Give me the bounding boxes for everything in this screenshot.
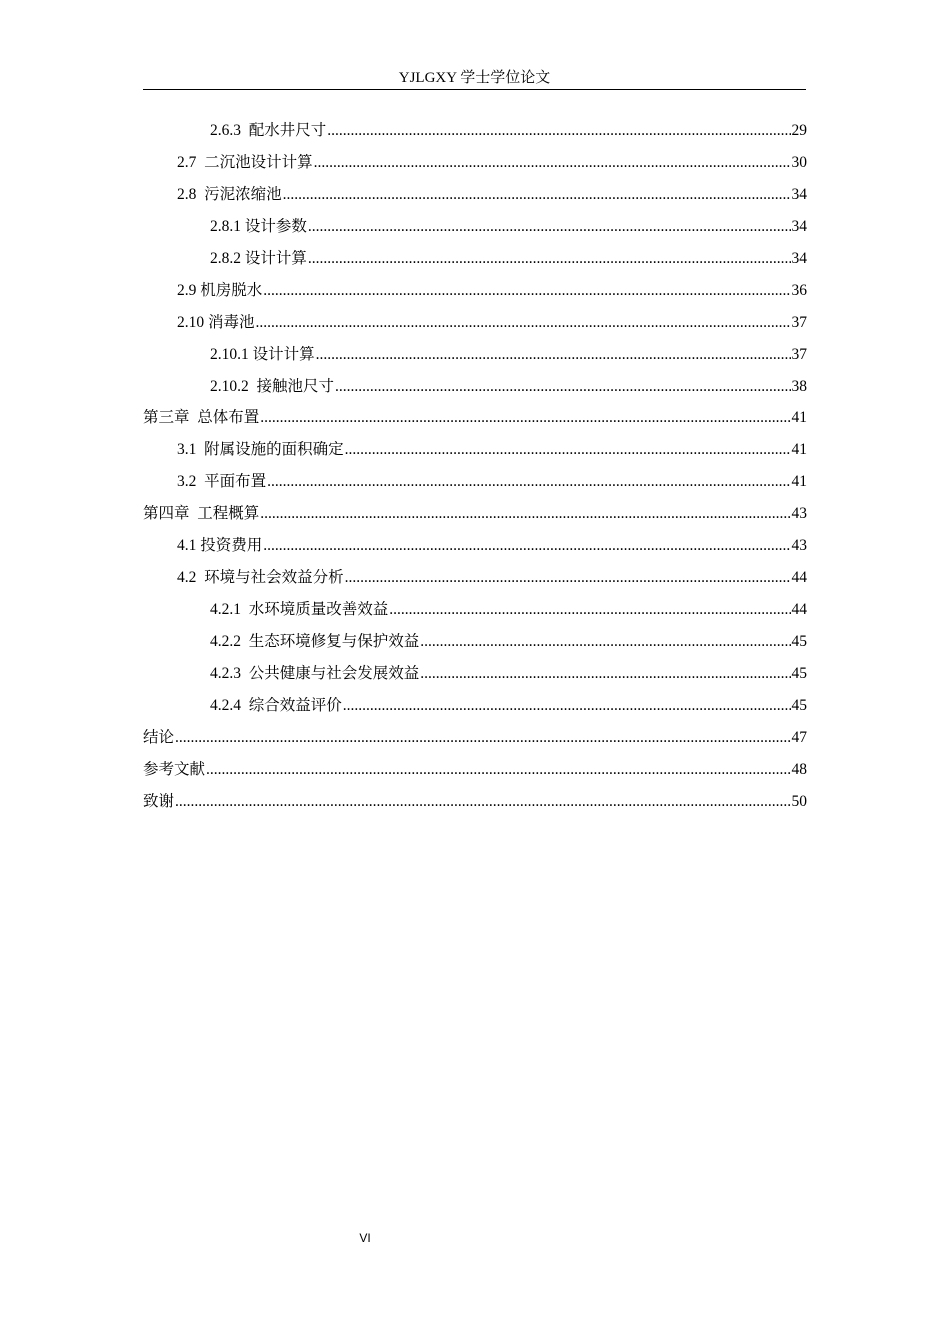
toc-entry-title: 第三章 总体布置 bbox=[143, 409, 260, 427]
toc-entry-title: 2.10.1 设计计算 bbox=[210, 345, 315, 363]
toc-entry[interactable] bbox=[143, 342, 807, 374]
toc-dot-leader bbox=[420, 661, 790, 687]
toc-entry-page-number: 43 bbox=[791, 505, 807, 523]
toc-entry-title: 3.1 附属设施的面积确定 bbox=[177, 441, 344, 459]
toc-entry-page-number: 41 bbox=[791, 441, 807, 459]
toc-entry-title: 2.10 消毒池 bbox=[177, 313, 255, 331]
toc-dot-leader bbox=[263, 533, 790, 559]
toc-entry-title: 结论 bbox=[143, 728, 175, 746]
toc-entry-page-number: 34 bbox=[791, 249, 807, 267]
toc-entry-page-number: 43 bbox=[791, 537, 807, 555]
toc-entry[interactable] bbox=[143, 757, 807, 789]
toc-entry-page-number: 45 bbox=[791, 633, 807, 650]
toc-dot-leader bbox=[420, 629, 790, 655]
toc-entry[interactable] bbox=[143, 118, 807, 150]
toc-entry-page-number: 47 bbox=[791, 728, 807, 746]
toc-entry-page-number: 44 bbox=[791, 601, 807, 619]
toc-entry-title: 3.2 平面布置 bbox=[177, 473, 267, 491]
toc-entry-title: 4.2 环境与社会效益分析 bbox=[177, 569, 344, 587]
toc-entry-title: 2.7 二沉池设计计算 bbox=[177, 153, 313, 171]
toc-entry[interactable] bbox=[143, 214, 807, 246]
toc-dot-leader bbox=[389, 597, 790, 623]
toc-entry-page-number: 34 bbox=[791, 217, 807, 235]
toc-dot-leader bbox=[175, 725, 790, 751]
toc-entry[interactable] bbox=[143, 597, 807, 629]
toc-dot-leader bbox=[345, 437, 791, 463]
toc-dot-leader bbox=[314, 150, 791, 176]
toc-dot-leader bbox=[335, 374, 790, 400]
toc-entry[interactable] bbox=[143, 246, 807, 278]
toc-entry-page-number: 41 bbox=[791, 473, 807, 491]
toc-entry[interactable] bbox=[143, 661, 807, 693]
toc-entry-page-number: 37 bbox=[791, 313, 807, 331]
toc-entry-page-number: 45 bbox=[791, 664, 807, 682]
toc-entry-page-number: 38 bbox=[791, 377, 807, 395]
toc-entry-page-number: 50 bbox=[791, 792, 807, 810]
toc-dot-leader bbox=[260, 405, 790, 431]
toc-dot-leader bbox=[283, 182, 791, 208]
toc-entry-title: 2.9 机房脱水 bbox=[177, 281, 263, 299]
table-of-contents bbox=[143, 118, 807, 821]
toc-entry-title: 4.2.2 生态环境修复与保护效益 bbox=[210, 633, 420, 650]
toc-entry-page-number: 37 bbox=[791, 345, 807, 363]
toc-entry-title: 4.2.1 水环境质量改善效益 bbox=[210, 601, 389, 619]
toc-dot-leader bbox=[256, 310, 791, 336]
page-header-title: YJLGXY 学士学位论文 bbox=[398, 70, 551, 86]
toc-entry-page-number: 44 bbox=[791, 569, 807, 587]
toc-entry[interactable] bbox=[143, 629, 807, 661]
toc-entry[interactable] bbox=[143, 182, 807, 214]
toc-entry-title: 2.8.1 设计参数 bbox=[210, 217, 307, 235]
toc-entry[interactable] bbox=[143, 437, 807, 469]
toc-dot-leader bbox=[327, 118, 790, 144]
toc-entry-title: 4.1 投资费用 bbox=[177, 537, 263, 555]
toc-dot-leader bbox=[316, 342, 791, 368]
toc-entry-title: 参考文献 bbox=[143, 760, 206, 778]
toc-entry[interactable] bbox=[143, 310, 807, 342]
toc-entry-title: 4.2.3 公共健康与社会发展效益 bbox=[210, 664, 420, 682]
header-divider bbox=[143, 89, 806, 90]
page-number: VI bbox=[359, 1231, 371, 1245]
toc-entry[interactable] bbox=[143, 405, 807, 437]
toc-entry-title: 2.6.3 配水井尺寸 bbox=[210, 122, 327, 139]
toc-entry[interactable] bbox=[143, 374, 807, 406]
toc-entry-title: 4.2.4 综合效益评价 bbox=[210, 696, 342, 714]
toc-entry[interactable] bbox=[143, 150, 807, 182]
toc-dot-leader bbox=[175, 789, 790, 815]
toc-entry-page-number: 30 bbox=[791, 153, 807, 171]
toc-dot-leader bbox=[308, 214, 791, 240]
toc-entry-page-number: 29 bbox=[791, 122, 807, 139]
toc-entry-title: 2.10.2 接触池尺寸 bbox=[210, 377, 335, 395]
toc-entry-page-number: 45 bbox=[791, 696, 807, 714]
toc-dot-leader bbox=[343, 693, 791, 719]
toc-entry-title: 第四章 工程概算 bbox=[143, 505, 260, 523]
toc-entry[interactable] bbox=[143, 469, 807, 501]
toc-entry[interactable] bbox=[143, 789, 807, 821]
toc-dot-leader bbox=[263, 278, 790, 304]
toc-entry-title: 2.8.2 设计计算 bbox=[210, 249, 307, 267]
toc-dot-leader bbox=[308, 246, 791, 272]
toc-entry[interactable] bbox=[143, 278, 807, 310]
toc-entry-page-number: 41 bbox=[791, 409, 807, 427]
toc-entry[interactable] bbox=[143, 725, 807, 757]
toc-entry-title: 2.8 污泥浓缩池 bbox=[177, 185, 282, 203]
toc-entry-page-number: 48 bbox=[791, 760, 807, 778]
toc-entry-title: 致谢 bbox=[143, 792, 175, 810]
toc-entry-page-number: 34 bbox=[791, 185, 807, 203]
toc-entry[interactable] bbox=[143, 693, 807, 725]
toc-dot-leader bbox=[345, 565, 791, 591]
toc-entry[interactable] bbox=[143, 533, 807, 565]
toc-entry[interactable] bbox=[143, 501, 807, 533]
toc-entry[interactable] bbox=[143, 565, 807, 597]
toc-dot-leader bbox=[260, 501, 790, 527]
toc-dot-leader bbox=[267, 469, 790, 495]
toc-dot-leader bbox=[206, 757, 790, 783]
toc-entry-page-number: 36 bbox=[791, 281, 807, 299]
